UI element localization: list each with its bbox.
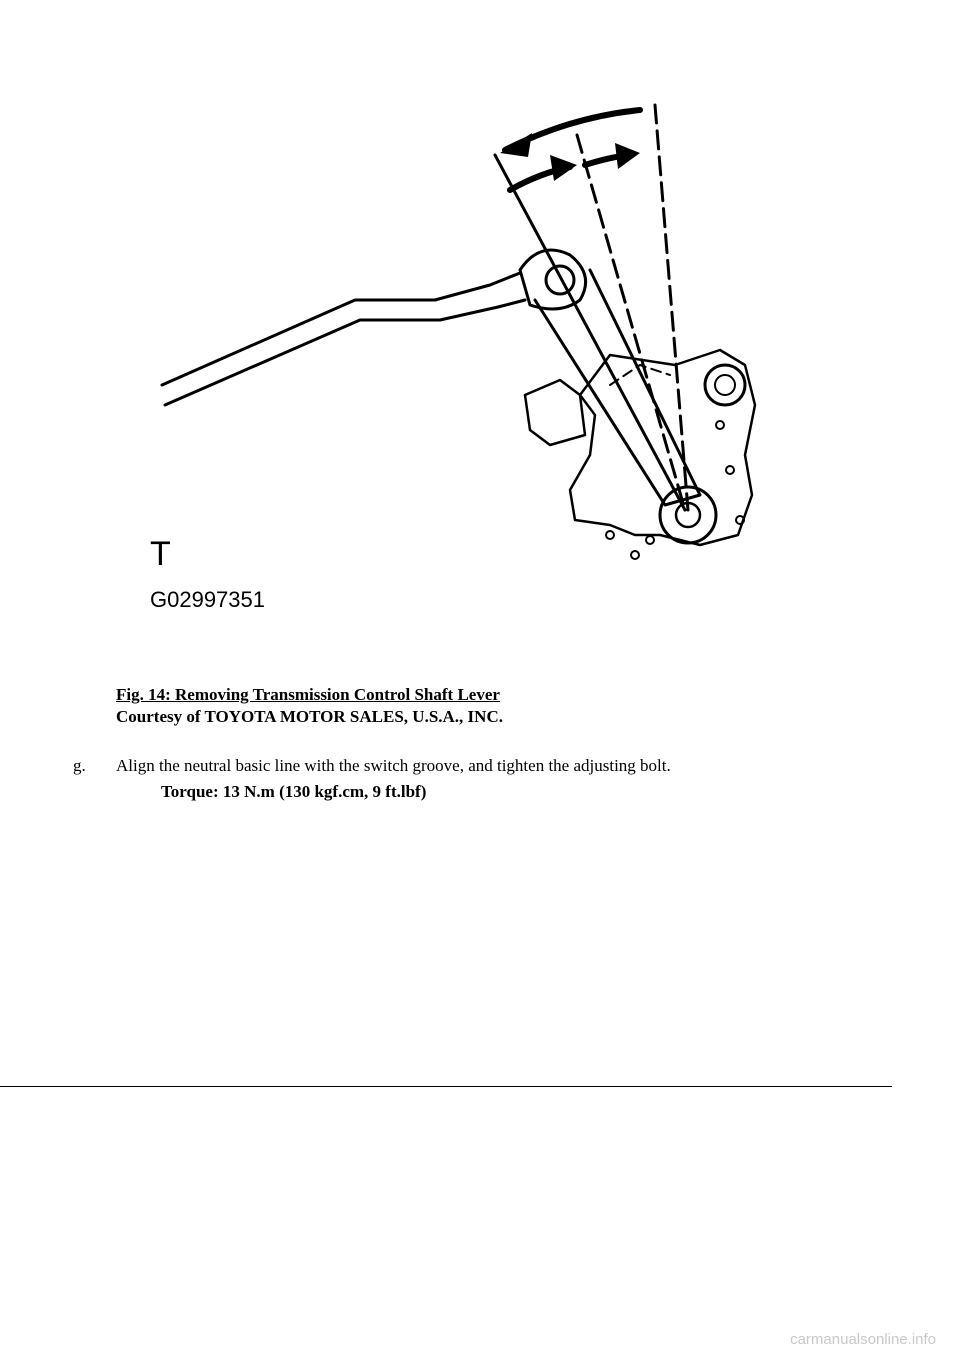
- wrench-diagram: [140, 95, 780, 625]
- lever-arm: [535, 270, 700, 505]
- adjusting-bolt: [705, 365, 745, 405]
- neutral-line-right: [655, 105, 688, 510]
- figure-letter: T: [150, 535, 171, 573]
- figure-courtesy: Courtesy of TOYOTA MOTOR SALES, U.S.A., INC.: [116, 707, 503, 726]
- watermark: carmanualsonline.info: [790, 1331, 936, 1348]
- step-text: Align the neutral basic line with the switch groove, and tighten the adjusting bolt.: [116, 756, 671, 775]
- illustration-shift-lever: [140, 95, 780, 625]
- torque-spec: Torque: 13 N.m (130 kgf.cm, 9 ft.lbf): [161, 782, 427, 801]
- page-divider: [0, 1086, 892, 1087]
- arrow-head-left: [500, 133, 532, 157]
- switch-body: [570, 350, 755, 545]
- arrow-head-center: [550, 155, 577, 181]
- arrow-head-right: [615, 143, 640, 169]
- figure-caption: [116, 684, 503, 728]
- connector: [525, 380, 585, 445]
- figure-title: Fig. 14: Removing Transmission Control Shaft Lever: [116, 685, 500, 704]
- procedure-step: [73, 755, 671, 777]
- wrench-socket: [546, 266, 574, 294]
- wrench-handle-lower: [165, 300, 525, 405]
- wrench-head: [520, 250, 586, 309]
- step-letter: g.: [73, 756, 86, 775]
- figure-code: G02997351: [150, 587, 265, 612]
